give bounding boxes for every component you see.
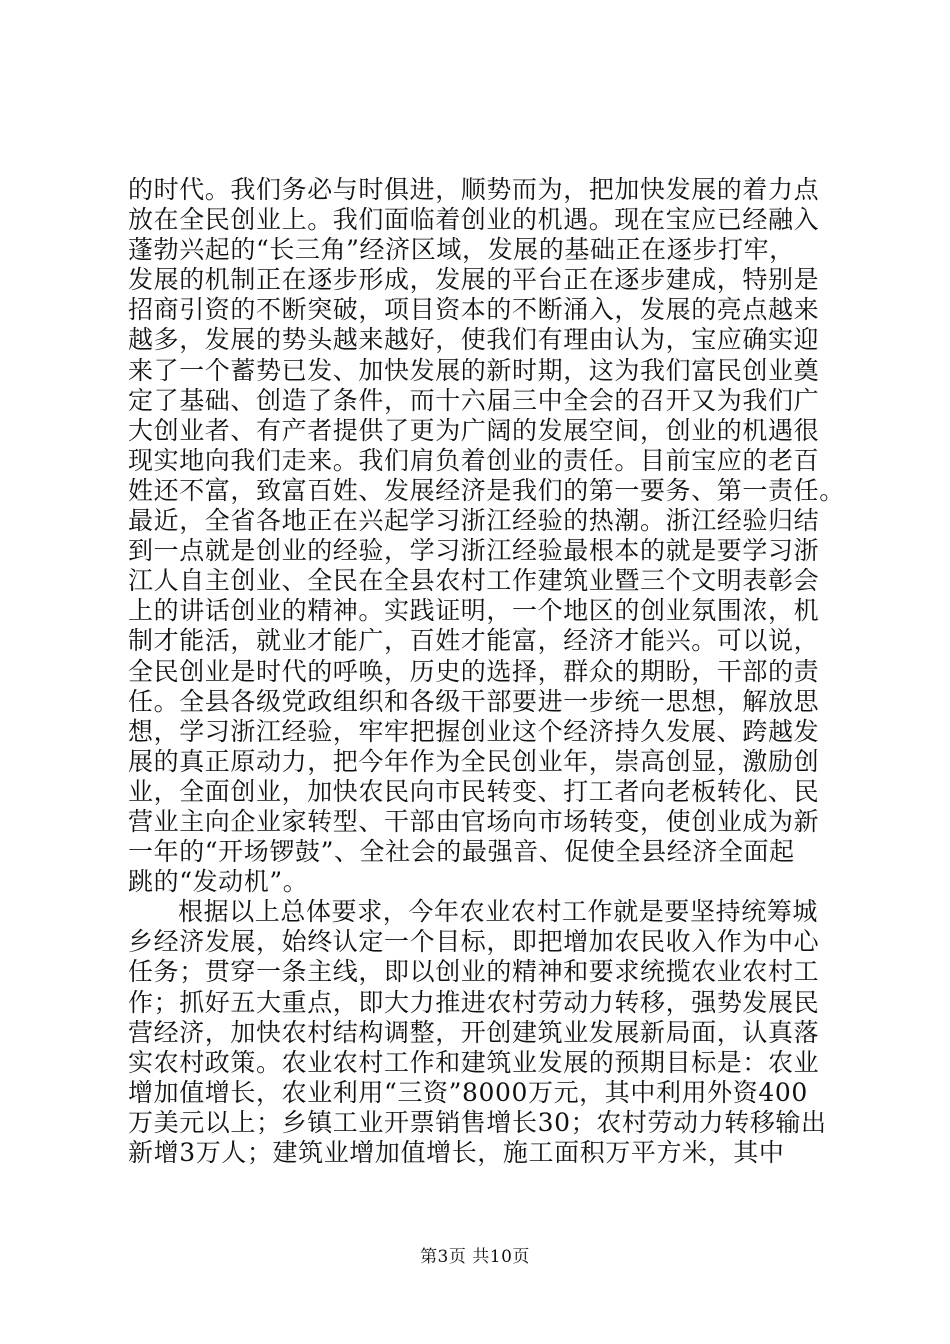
text-line: 上的讲话创业的精神。实践证明，一个地区的创业氛围浓，机 [128, 596, 820, 626]
text-line: 越多，发展的势头越来越好，使我们有理由认为，宝应确实迎 [128, 325, 820, 355]
text-line: 作；抓好五大重点，即大力推进农村劳动力转移，强势发展民 [128, 987, 820, 1017]
text-line: 制才能活，就业才能广，百姓才能富，经济才能兴。可以说， [128, 626, 820, 656]
text-line: 招商引资的不断突破，项目资本的不断涌入，发展的亮点越来 [128, 295, 820, 325]
text-line: 的时代。我们务必与时俱进，顺势而为，把加快发展的着力点 [128, 175, 820, 204]
paragraph-1 [128, 175, 845, 897]
text-line: 乡经济发展，始终认定一个目标，即把增加农民收入作为中心 [128, 927, 820, 957]
text-line: 全民创业是时代的呼唤，历史的选择，群众的期盼，干部的责 [128, 656, 820, 686]
text-line: 现实地向我们走来。我们肩负着创业的责任。目前宝应的老百 [128, 445, 820, 475]
text-line: 定了基础、创造了条件，而十六届三中全会的召开又为我们广 [128, 385, 820, 415]
text-line: 新增3万人；建筑业增加值增长，施工面积万平方米，其中 [128, 1138, 785, 1167]
text-line: 实农村政策。农业农村工作和建筑业发展的预期目标是：农业 [128, 1047, 820, 1077]
text-line: 姓还不富，致富百姓、发展经济是我们的第一要务、第一责任。 [128, 475, 845, 505]
text-line: 放在全民创业上。我们面临着创业的机遇。现在宝应已经融入 [128, 205, 820, 235]
text-line: 蓬勃兴起的“长三角”经济区域，发展的基础正在逐步打牢， [128, 235, 795, 265]
text-line: 想，学习浙江经验，牢牢把握创业这个经济持久发展、跨越发 [128, 716, 820, 746]
text-line: 根据以上总体要求，今年农业农村工作就是要坚持统筹城 [178, 897, 819, 927]
page-number-footer: 第3页 共10页 [420, 1247, 530, 1267]
text-line: 最近，全省各地正在兴起学习浙江经验的热潮。浙江经验归结 [128, 506, 820, 536]
paragraph-2 [128, 897, 828, 1168]
text-line: 营业主向企业家转型、干部由官场向市场转变，使创业成为新 [128, 806, 820, 836]
text-line: 一年的“开场锣鼓”、全社会的最强音、促使全县经济全面起 [128, 837, 795, 867]
text-line: 江人自主创业、全民在全县农村工作建筑业暨三个文明表彰会 [128, 566, 820, 596]
text-line: 来了一个蓄势已发、加快发展的新时期，这为我们富民创业奠 [128, 355, 820, 385]
text-line: 业，全面创业，加快农民向市民转变、打工者向老板转化、民 [128, 776, 820, 806]
text-line: 任。全县各级党政组织和各级干部要进一步统一思想，解放思 [128, 686, 820, 716]
body-text [128, 175, 845, 1168]
text-line: 万美元以上；乡镇工业开票销售增长30；农村劳动力转移输出 [128, 1107, 827, 1137]
text-line: 任务；贯穿一条主线，即以创业的精神和要求统揽农业农村工 [128, 957, 820, 987]
text-line: 到一点就是创业的经验，学习浙江经验最根本的就是要学习浙 [128, 536, 820, 566]
text-line: 展的真正原动力，把今年作为全民创业年，崇高创显，激励创 [128, 746, 820, 776]
text-line: 营经济，加快农村结构调整，开创建筑业发展新局面，认真落 [128, 1017, 820, 1047]
text-line: 增加值增长，农业利用“三资”8000万元，其中利用外资400 [128, 1077, 808, 1107]
text-line: 跳的“发动机”。 [128, 867, 309, 897]
text-line: 大创业者、有产者提供了更为广阔的发展空间，创业的机遇很 [128, 415, 820, 445]
text-line: 发展的机制正在逐步形成，发展的平台正在逐步建成，特别是 [128, 265, 820, 295]
